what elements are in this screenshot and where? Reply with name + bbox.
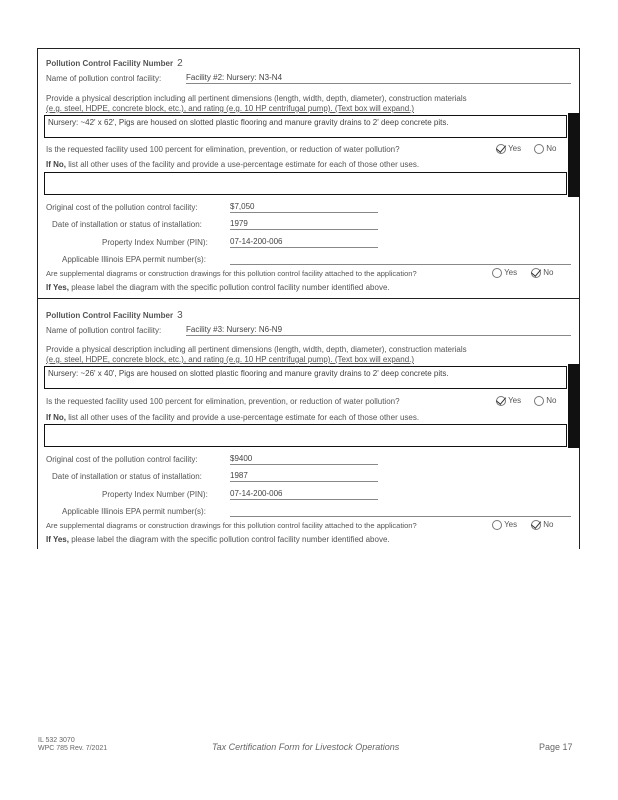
epa-permit-label: Applicable Illinois EPA permit number(s):	[62, 255, 206, 264]
install-date-field[interactable]: 1987	[230, 471, 378, 482]
footer-form-title: Tax Certification Form for Livestock Operations	[212, 742, 400, 752]
supplemental-question: Are supplemental diagrams or construction drawings for this pollution control facility attached to the application?	[46, 269, 417, 278]
description-label-line2: (e.g. steel, HDPE, concrete block, etc.), and rating (e.g. 10 HP centrifugal pump). (Text box will expand.)	[46, 355, 415, 364]
q100-yes-option[interactable]: Yes	[496, 144, 521, 154]
q100-yes-option[interactable]: Yes	[496, 396, 521, 406]
section-number: 3	[177, 310, 183, 321]
radio-no[interactable]	[534, 144, 544, 154]
scan-redaction-bar	[568, 364, 580, 448]
radio-no[interactable]	[534, 396, 544, 406]
radio-no-checked[interactable]	[531, 520, 541, 530]
water-pollution-question: Is the requested facility used 100 percent for elimination, prevention, or reduction of water pollution?	[46, 397, 400, 406]
description-textbox[interactable]: Nursery: ~26' x 40', Pigs are housed on slotted plastic flooring and manure gravity drains to 2' deep concrete pits.	[44, 366, 567, 389]
supp-yes-option[interactable]: Yes	[492, 268, 517, 278]
water-pollution-question: Is the requested facility used 100 percent for elimination, prevention, or reduction of water pollution?	[46, 145, 400, 154]
other-uses-textbox[interactable]	[44, 172, 567, 195]
pin-field[interactable]: 07-14-200-006	[230, 489, 378, 500]
cost-field[interactable]: $7,050	[230, 202, 378, 213]
facility-name-field[interactable]: Facility #2: Nursery: N3-N4	[186, 73, 571, 84]
q100-no-option[interactable]: No	[534, 144, 556, 154]
if-yes-instruction: If Yes, please label the diagram with the specific pollution control facility number identified above.	[46, 283, 390, 292]
other-uses-textbox[interactable]	[44, 424, 567, 447]
if-yes-instruction: If Yes, please label the diagram with the specific pollution control facility number identified above.	[46, 535, 390, 544]
pin-label: Property Index Number (PIN):	[102, 238, 208, 247]
install-date-label: Date of installation or status of installation:	[52, 472, 202, 481]
epa-permit-field[interactable]	[230, 254, 571, 265]
cost-label: Original cost of the pollution control facility:	[46, 203, 198, 212]
radio-yes-checked[interactable]	[496, 396, 506, 406]
pin-label: Property Index Number (PIN):	[102, 490, 208, 499]
cost-label: Original cost of the pollution control facility:	[46, 455, 198, 464]
section-number: 2	[177, 58, 183, 69]
section-title: Pollution Control Facility Number 3	[46, 310, 183, 321]
page-number: Page 17	[539, 742, 573, 752]
radio-yes-checked[interactable]	[496, 144, 506, 154]
form-id-line2: WPC 785 Rev. 7/2021	[38, 745, 108, 752]
section-title: Pollution Control Facility Number 2	[46, 58, 183, 69]
form-id-line1: IL 532 3070	[38, 737, 75, 744]
epa-permit-label: Applicable Illinois EPA permit number(s):	[62, 507, 206, 516]
supp-yes-option[interactable]: Yes	[492, 520, 517, 530]
description-label-line1: Provide a physical description including all pertinent dimensions (length, width, depth, diameter), construction materials	[46, 94, 467, 103]
radio-yes[interactable]	[492, 268, 502, 278]
pin-field[interactable]: 07-14-200-006	[230, 237, 378, 248]
radio-yes[interactable]	[492, 520, 502, 530]
description-textbox[interactable]: Nursery: ~42' x 62', Pigs are housed on slotted plastic flooring and manure gravity drains to 2' deep concrete pits.	[44, 115, 567, 138]
description-label-line2: (e.g. steel, HDPE, concrete block, etc.), and rating (e.g. 10 HP centrifugal pump). (Text box will expand.)	[46, 104, 415, 113]
install-date-field[interactable]: 1979	[230, 219, 378, 230]
supp-no-option[interactable]: No	[531, 520, 553, 530]
q100-no-option[interactable]: No	[534, 396, 556, 406]
facility-name-field[interactable]: Facility #3: Nursery: N6-N9	[186, 325, 571, 336]
facility-name-label: Name of pollution control facility:	[46, 74, 162, 83]
facility-name-label: Name of pollution control facility:	[46, 326, 162, 335]
cost-field[interactable]: $9400	[230, 454, 378, 465]
supplemental-question: Are supplemental diagrams or construction drawings for this pollution control facility attached to the application?	[46, 521, 417, 530]
install-date-label: Date of installation or status of installation:	[52, 220, 202, 229]
supp-no-option[interactable]: No	[531, 268, 553, 278]
description-label-line1: Provide a physical description including all pertinent dimensions (length, width, depth, diameter), construction materials	[46, 345, 467, 354]
radio-no-checked[interactable]	[531, 268, 541, 278]
if-no-instruction: If No, list all other uses of the facility and provide a use-percentage estimate for each of those other uses.	[46, 160, 420, 169]
epa-permit-field[interactable]	[230, 506, 571, 517]
scan-redaction-bar	[568, 113, 580, 197]
if-no-instruction: If No, list all other uses of the facility and provide a use-percentage estimate for each of those other uses.	[46, 413, 420, 422]
